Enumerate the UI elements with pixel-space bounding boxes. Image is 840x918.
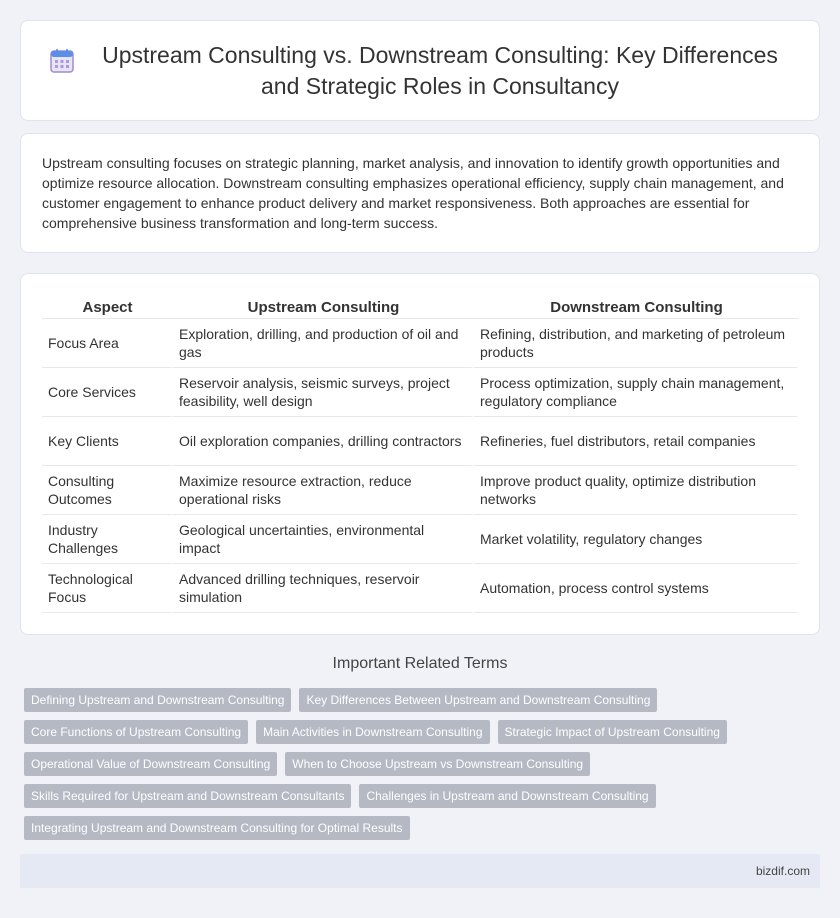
related-term-tag[interactable]: Skills Required for Upstream and Downstream Consultants xyxy=(24,784,351,808)
intro-paragraph: Upstream consulting focuses on strategic planning, market analysis, and innovation to identify growth opportunities and optimize resource allocation. Downstream consulting emphasizes operational efficiency, supply chain management, and customer engagement to enhance product delivery and market responsiveness. Both approaches are essential for comprehensive business transformation and long-term success. xyxy=(42,155,784,231)
table-row xyxy=(42,368,799,417)
related-term-tag[interactable]: Defining Upstream and Downstream Consulting xyxy=(24,688,291,712)
related-term-tag[interactable]: Integrating Upstream and Downstream Consulting for Optimal Results xyxy=(24,816,410,840)
cell-aspect: Industry Challenges xyxy=(42,515,173,564)
table-row xyxy=(42,515,799,564)
table-header-row xyxy=(42,295,799,319)
cell-downstream: Process optimization, supply chain management, regulatory compliance xyxy=(474,368,799,417)
related-term-tag[interactable]: Challenges in Upstream and Downstream Consulting xyxy=(359,784,655,808)
cell-upstream: Advanced drilling techniques, reservoir simulation xyxy=(173,564,474,613)
cell-downstream: Automation, process control systems xyxy=(474,564,799,613)
cell-aspect: Focus Area xyxy=(42,319,173,368)
intro-card xyxy=(20,133,820,253)
related-term-tag[interactable]: Operational Value of Downstream Consulting xyxy=(24,752,277,776)
cell-downstream: Refineries, fuel distributors, retail companies xyxy=(474,417,799,466)
header-upstream: Upstream Consulting xyxy=(173,295,474,319)
footer-site-link[interactable]: bizdif.com xyxy=(755,864,810,878)
comparison-table xyxy=(42,295,799,613)
related-term-tag[interactable]: Key Differences Between Upstream and Downstream Consulting xyxy=(299,688,657,712)
header-aspect: Aspect xyxy=(42,295,173,319)
cell-downstream: Improve product quality, optimize distribution networks xyxy=(474,466,799,515)
cell-downstream: Market volatility, regulatory changes xyxy=(474,515,799,564)
cell-aspect: Technological Focus xyxy=(42,564,173,613)
cell-aspect: Core Services xyxy=(42,368,173,417)
related-term-tag[interactable]: When to Choose Upstream vs Downstream Consulting xyxy=(285,752,590,776)
header-card xyxy=(20,20,820,121)
cell-upstream: Reservoir analysis, seismic surveys, project feasibility, well design xyxy=(173,368,474,417)
table-row xyxy=(42,319,799,368)
cell-downstream: Refining, distribution, and marketing of petroleum products xyxy=(474,319,799,368)
related-term-tag[interactable]: Core Functions of Upstream Consulting xyxy=(24,720,248,744)
table-row xyxy=(42,466,799,515)
related-terms-list xyxy=(24,688,794,840)
cell-aspect: Key Clients xyxy=(42,417,173,466)
cell-upstream: Oil exploration companies, drilling contractors xyxy=(173,417,474,466)
table-row xyxy=(42,564,799,613)
header-downstream: Downstream Consulting xyxy=(474,295,799,319)
footer xyxy=(20,854,820,888)
comparison-card xyxy=(20,273,820,635)
cell-aspect: Consulting Outcomes xyxy=(42,466,173,515)
table-row xyxy=(42,417,799,466)
related-terms-heading: Important Related Terms xyxy=(332,655,508,672)
cell-upstream: Exploration, drilling, and production of oil and gas xyxy=(173,319,474,368)
related-term-tag[interactable]: Strategic Impact of Upstream Consulting xyxy=(498,720,727,744)
page-title: Upstream Consulting vs. Downstream Consulting: Key Differences and Strategic Roles in Consultancy xyxy=(102,41,778,99)
related-term-tag[interactable]: Main Activities in Downstream Consulting xyxy=(256,720,489,744)
cell-upstream: Maximize resource extraction, reduce operational risks xyxy=(173,466,474,515)
cell-upstream: Geological uncertainties, environmental impact xyxy=(173,515,474,564)
